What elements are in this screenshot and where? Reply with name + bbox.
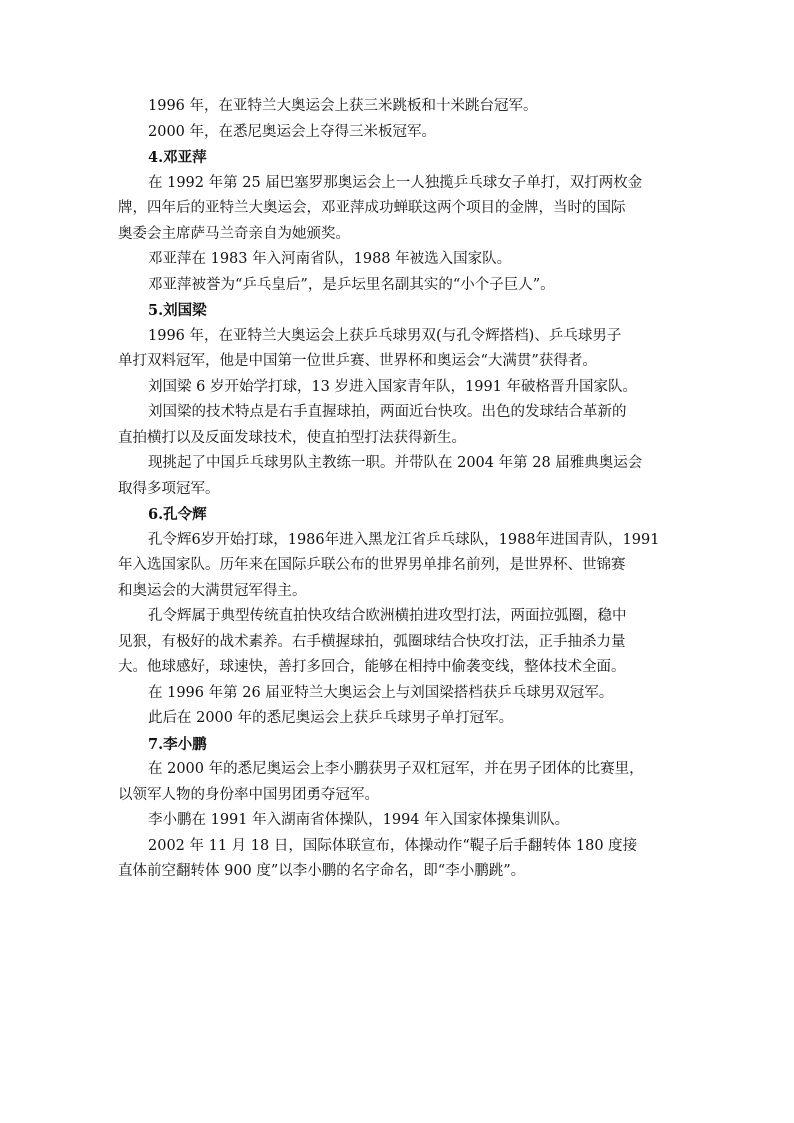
paragraph-line: 年入选国家队。历年来在国际乒联公布的世界男单排名前列，是世界杯、世锦赛 bbox=[118, 557, 626, 573]
section-heading: 5.刘国梁 bbox=[148, 302, 207, 319]
paragraph-line: 李小鹏在 1991 年入湖南省体操队，1994 年入国家体操集训队。 bbox=[148, 812, 570, 828]
document-section bbox=[118, 94, 684, 145]
paragraph-line: 奥委会主席萨马兰奇亲自为她颁奖。 bbox=[118, 225, 350, 242]
paragraph-line: 以领军人物的身份率中国男团勇夺冠军。 bbox=[118, 786, 379, 803]
paragraph-line: 邓亚萍在 1983 年入河南省队，1988 年被选入国家队。 bbox=[148, 251, 512, 267]
paragraph-line: 2000 年，在悉尼奥运会上夺得三米板冠军。 bbox=[148, 123, 437, 140]
document-section bbox=[118, 298, 684, 502]
paragraph-line: 直拍横打以及反面发球技术，使直拍型打法获得新生。 bbox=[118, 429, 466, 446]
document-section bbox=[118, 145, 684, 298]
paragraph-line: 单打双料冠军，他是中国第一位世乒赛、世界杯和奥运会“大满贯”获得者。 bbox=[118, 353, 597, 369]
paragraph-line: 孔令辉6岁开始打球，1986年进入黑龙江省乒乓球队，1988年进国青队，1991 bbox=[148, 531, 660, 548]
paragraph-line: 2002 年 11 月 18 日，国际体联宣布，体操动作“鞮子后手翻转体 180 度接 bbox=[148, 837, 638, 854]
paragraph-line: 此后在 2000 年的悉尼奥运会上获乒乓球男子单打冠军。 bbox=[148, 710, 514, 726]
section-heading: 6.孔令辉 bbox=[148, 506, 207, 523]
paragraph-line: 刘国梁 6 岁开始学打球，13 岁进入国家青年队，1991 年破格晋升国家队。 bbox=[148, 378, 638, 395]
paragraph-line: 取得多项冠军。 bbox=[118, 480, 220, 497]
paragraph-line: 刘国梁的技术特点是右手直握球拍，两面近台快攻。出色的发球结合革新的 bbox=[148, 404, 627, 420]
paragraph-line: 1996 年，在亚特兰大奥运会上获乒乓球男双(与孔令辉搭档)、乒乓球男子 bbox=[148, 327, 622, 344]
paragraph-line: 和奥运会的大满贯冠军得主。 bbox=[118, 582, 307, 599]
document-page bbox=[118, 94, 684, 885]
paragraph-line: 大。他球感好，球速快，善打多回合，能够在相持中偷袭变线，整体技术全面。 bbox=[118, 659, 626, 675]
paragraph-line: 邓亚萍被誉为“乒乓皇后”，是乒坛里名副其实的“小个子巨人”。 bbox=[148, 276, 555, 293]
paragraph-line: 1996 年，在亚特兰大奥运会上获三米跳板和十米跳台冠军。 bbox=[148, 98, 538, 114]
paragraph-line: 在 1996 年第 26 届亚特兰大奥运会上与刘国梁搭档获乒乓球男双冠军。 bbox=[148, 684, 614, 701]
paragraph-line: 直体前空翻转体 900 度”以李小鹏的名字命名，即“李小鹏跳”。 bbox=[118, 863, 526, 879]
paragraph-line: 现挑起了中国乒乓球男队主教练一职。并带队在 2004 年第 28 届雅典奥运会 bbox=[148, 455, 643, 471]
section-heading: 4.邓亚萍 bbox=[148, 149, 207, 166]
paragraph-line: 在 2000 年的悉尼奥运会上李小鹏获男子双杠冠军，并在男子团体的比赛里， bbox=[148, 761, 644, 777]
paragraph-line: 在 1992 年第 25 届巴塞罗那奥运会上一人独揽乒乓球女子单打，双打两枚金 bbox=[148, 174, 643, 191]
document-section bbox=[118, 502, 684, 732]
paragraph-line: 孔令辉属于典型传统直拍快攻结合欧洲横拍进攻型打法，两面拉弧圈，稳中 bbox=[148, 608, 627, 624]
paragraph-line: 见狠，有极好的战术素养。右手横握球拍，弧圈球结合快攻打法，正手抽杀力量 bbox=[118, 633, 626, 650]
document-section bbox=[118, 732, 684, 885]
section-heading: 7.李小鹏 bbox=[148, 735, 207, 753]
paragraph-line: 牌，四年后的亚特兰大奥运会，邓亚萍成功蝉联这两个项目的金牌，当时的国际 bbox=[118, 200, 626, 216]
